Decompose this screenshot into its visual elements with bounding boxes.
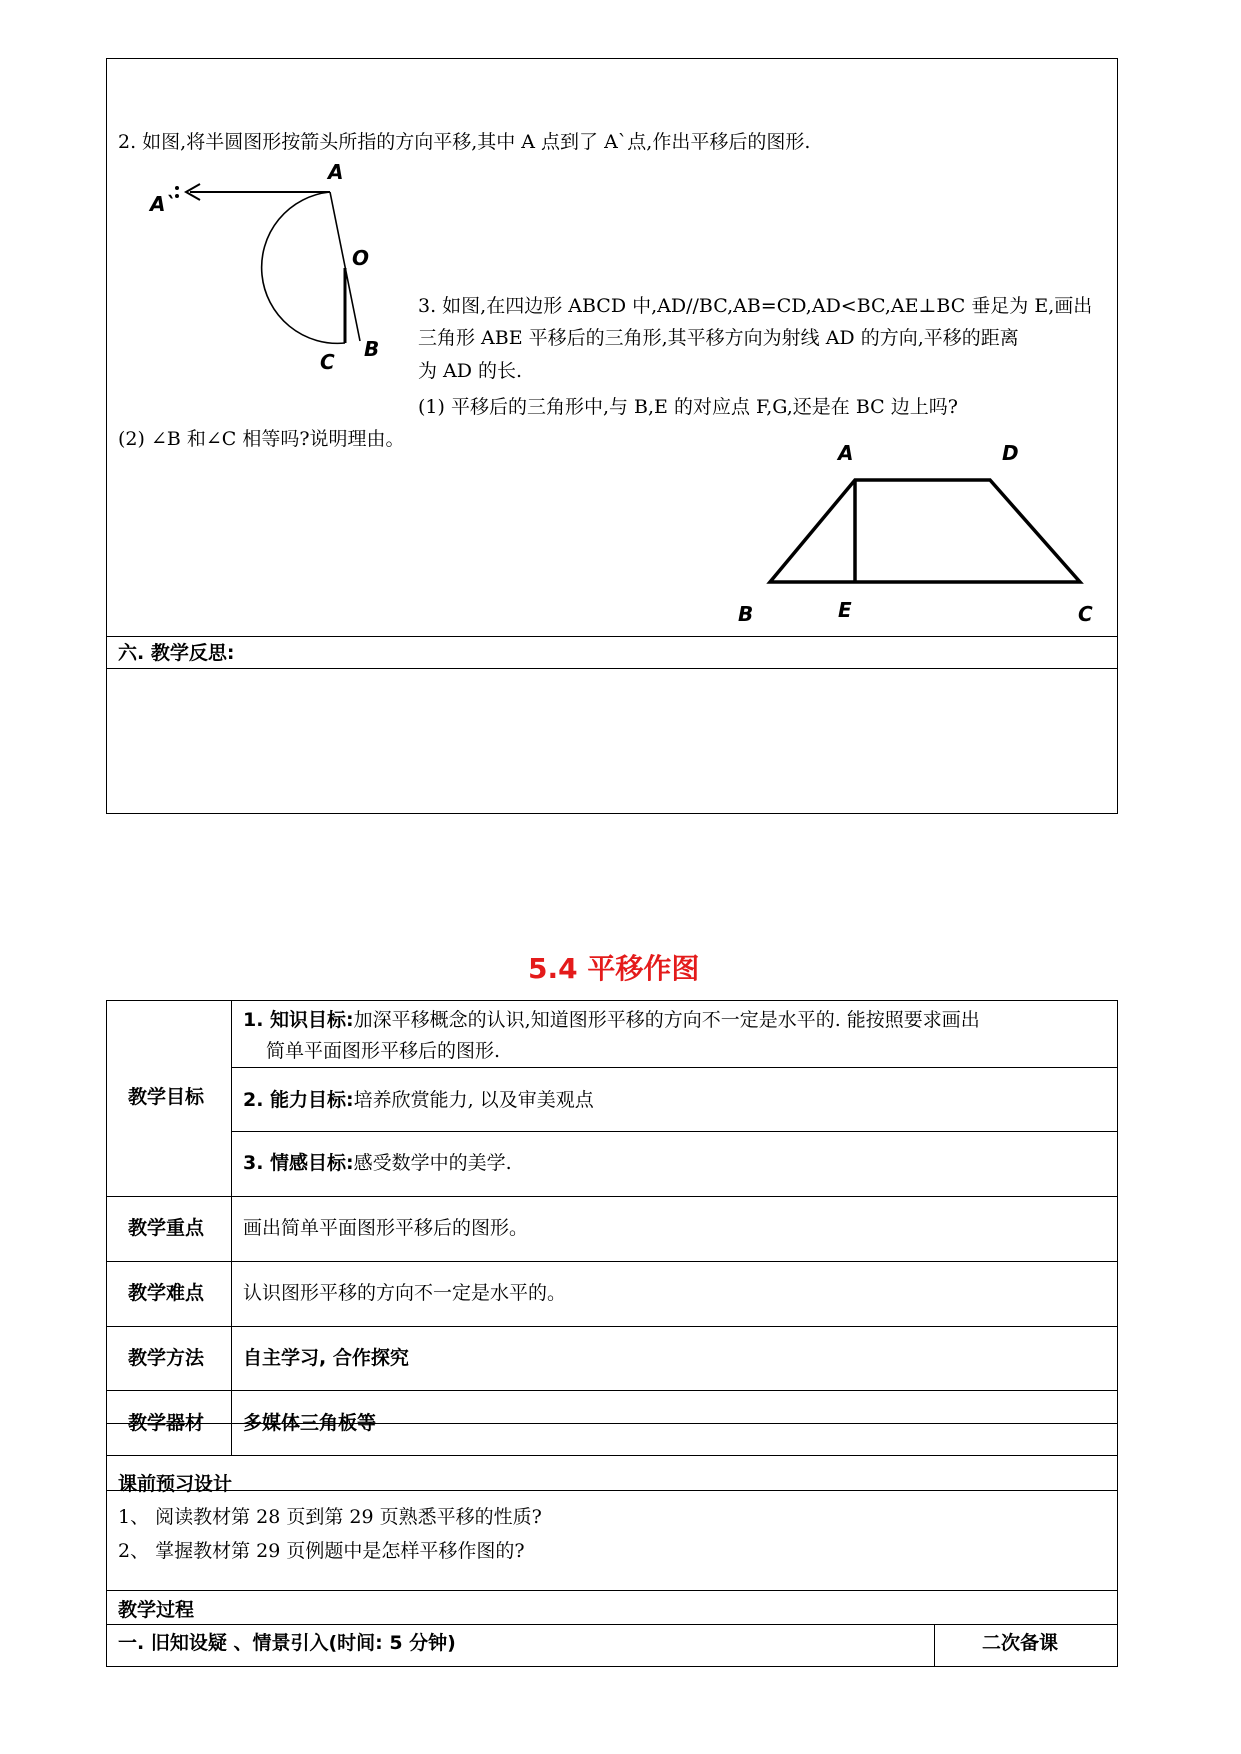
preview-item-1: 1、 阅读教材第 28 页到第 29 页熟悉平移的性质? — [118, 1506, 542, 1528]
trap-label-c: C — [1078, 602, 1093, 626]
goal-header: 教学目标 — [128, 1086, 205, 1108]
question-3-sub1: (1) 平移后的三角形中,与 B,E 的对应点 F,G,还是在 BC 边上吗? — [418, 396, 958, 418]
label-b: B — [364, 337, 380, 361]
question-3-line2: 三角形 ABE 平移后的三角形,其平移方向为射线 AD 的方向,平移的距离 — [418, 327, 1019, 349]
tools-text: 多媒体三角板等 — [243, 1412, 377, 1434]
goal-3-text: 感受数学中的美学. — [353, 1152, 512, 1174]
trap-label-d: D — [1002, 441, 1019, 465]
divider — [106, 1390, 1118, 1391]
goal-2 — [243, 1089, 594, 1112]
divider — [106, 636, 1118, 637]
divider — [106, 1196, 1118, 1197]
difficulty-text: 认识图形平移的方向不一定是水平的。 — [243, 1282, 567, 1304]
goal-1-text: 加深平移概念的认识,知道图形平移的方向不一定是水平的. 能按照要求画出 — [353, 1009, 980, 1031]
reflection-header: 六. 教学反思: — [118, 642, 235, 664]
preview-item-2: 2、 掌握教材第 29 页例题中是怎样平移作图的? — [118, 1540, 525, 1562]
process-header: 教学过程 — [118, 1599, 195, 1621]
goal-3-label: 3. 情感目标: — [243, 1152, 354, 1174]
trap-label-a: A — [838, 441, 854, 465]
trapezoid-figure — [760, 470, 1090, 590]
label-o: O — [352, 246, 370, 270]
divider — [106, 1326, 1118, 1327]
question-3-sub2: (2) ∠B 和∠C 相等吗?说明理由。 — [118, 428, 405, 450]
tools-header: 教学器材 — [128, 1412, 205, 1434]
trap-label-b: B — [738, 602, 754, 626]
trap-label-e: E — [838, 598, 852, 622]
preview-title: 课前预习设计 — [118, 1473, 233, 1495]
key-text: 画出简单平面图形平移后的图形。 — [243, 1217, 529, 1239]
divider — [231, 1390, 232, 1455]
method-header: 教学方法 — [128, 1347, 205, 1369]
question-3-line1: 3. 如图,在四边形 ABCD 中,AD//BC,AB=CD,AD<BC,AE⊥BC 垂足为 E,画出 — [418, 295, 1093, 317]
divider — [106, 1590, 1118, 1591]
divider — [934, 1624, 935, 1667]
key-header: 教学重点 — [128, 1217, 205, 1239]
label-c: C — [320, 350, 335, 374]
divider — [231, 1067, 1118, 1068]
goal-1-cont: 简单平面图形平移后的图形. — [266, 1040, 501, 1062]
step-1: 一. 旧知设疑 、情景引入(时间: 5 分钟) — [118, 1632, 456, 1654]
divider — [106, 1455, 1118, 1456]
divider — [231, 1000, 232, 1390]
goal-3 — [243, 1152, 512, 1175]
question-3-line3: 为 AD 的长. — [418, 360, 523, 382]
label-a: A — [328, 160, 344, 184]
divider — [106, 1261, 1118, 1262]
divider — [231, 1131, 1118, 1132]
label-a-prime: A` — [150, 192, 176, 216]
goal-2-text: 培养欣赏能力, 以及审美观点 — [353, 1089, 594, 1111]
difficulty-header: 教学难点 — [128, 1282, 205, 1304]
divider — [106, 1490, 1118, 1491]
goal-1 — [243, 1009, 980, 1032]
second-prep: 二次备课 — [982, 1632, 1059, 1654]
divider — [106, 668, 1118, 669]
divider — [106, 1624, 1118, 1625]
goal-2-label: 2. 能力目标: — [243, 1089, 354, 1111]
goal-1-label: 1. 知识目标: — [243, 1009, 354, 1031]
method-text: 自主学习, 合作探究 — [243, 1347, 409, 1369]
lesson-title: 5.4 平移作图 — [528, 952, 700, 985]
question-2: 2. 如图,将半圆图形按箭头所指的方向平移,其中 A 点到了 A`点,作出平移后的图形. — [118, 131, 811, 153]
